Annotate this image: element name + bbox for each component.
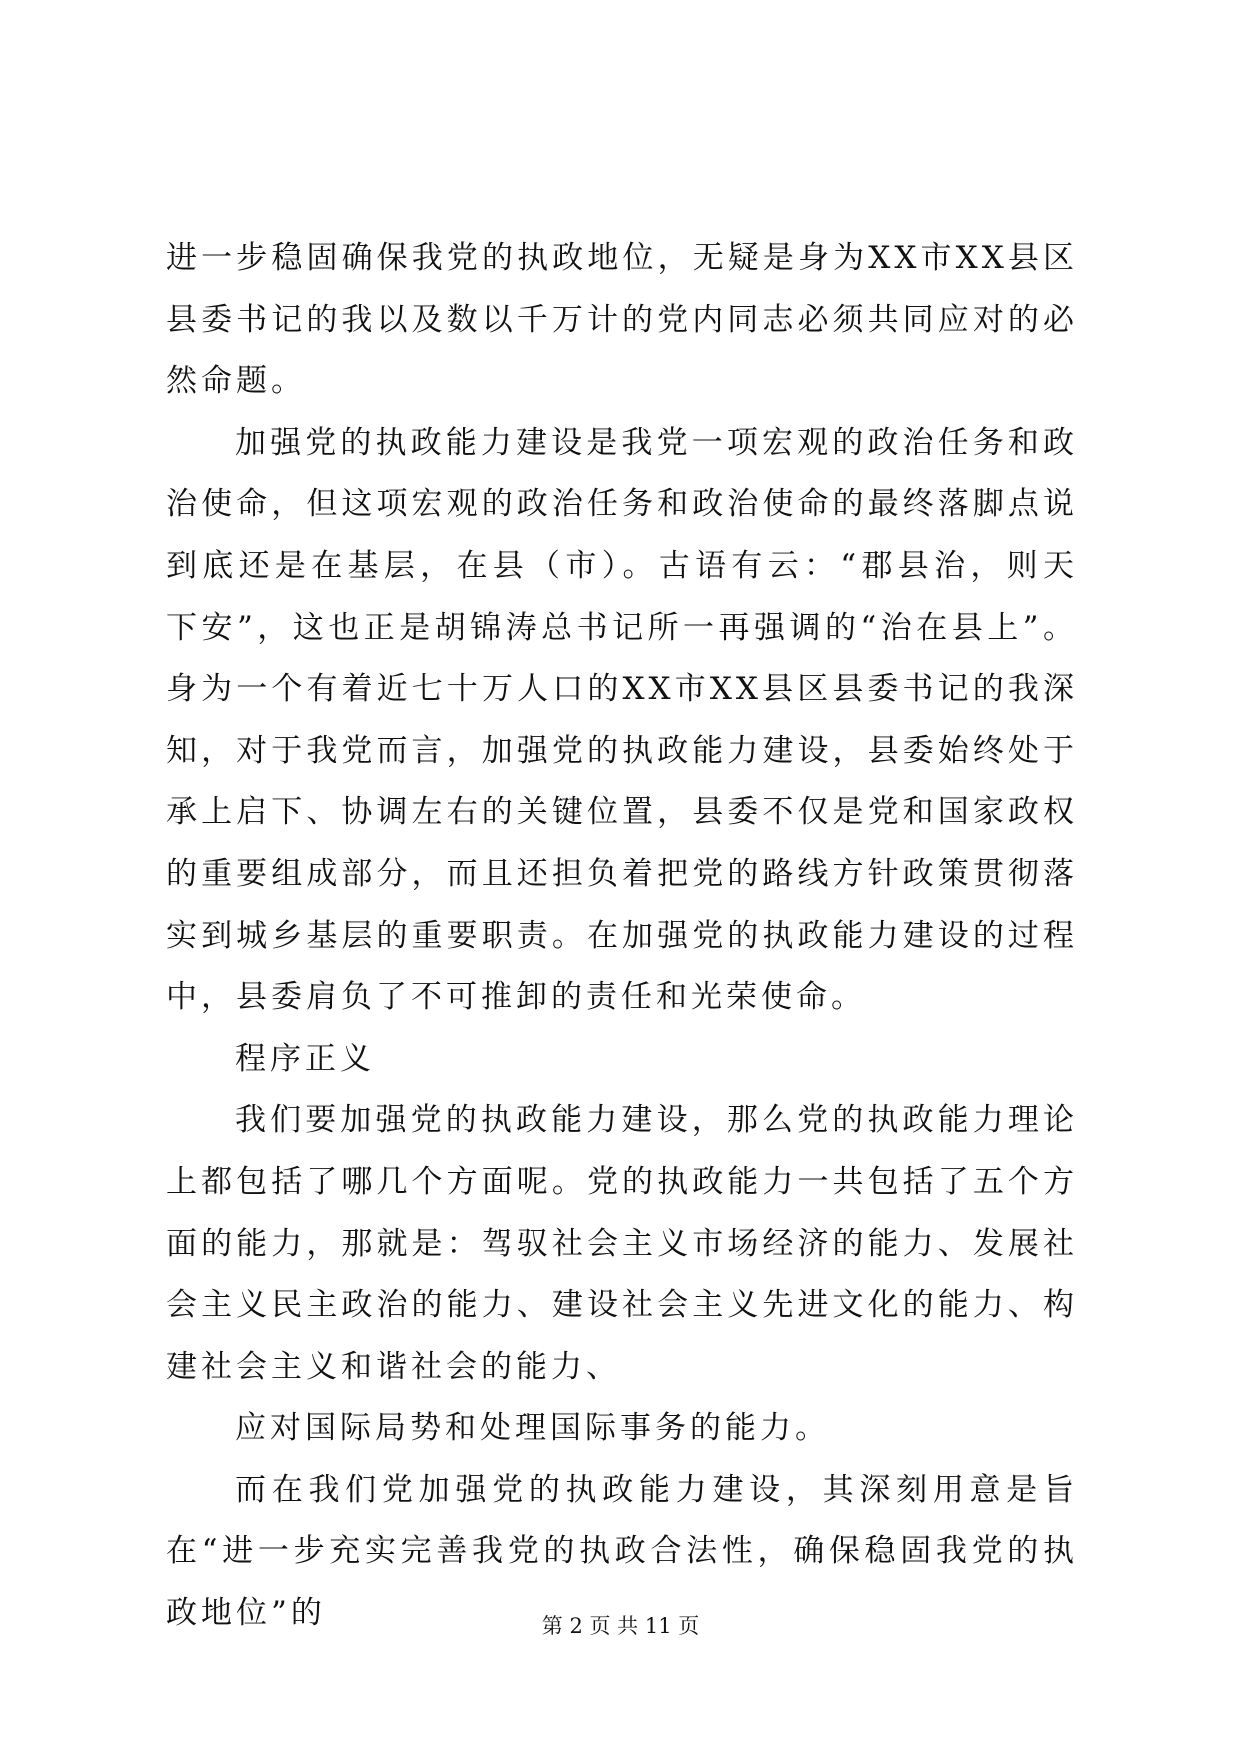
paragraph-2: 加强党的执政能力建设是我党一项宏观的政治任务和政治使命，但这项宏观的政治任务和政治使命的最终落脚点说到底还是在基层，在县（市）。古语有云：“郡县治，则天下安”，这也正是胡锦涛总书记所一再强调的“治在县上”。身为一个有着近七十万人口的XX市XX县区县委书记的我深知，对于我党而言，加强党的执政能力建设，县委始终处于承上启下、协调左右的关键位置，县委不仅是党和国家政权的重要组成部分，而且还担负着把党的路线方针政策贯彻落实到城乡基层的重要职责。在加强党的执政能力建设的过程中，县委肩负了不可推卸的责任和光荣使命。: [166, 424, 1078, 1016]
section-heading: 程序正义: [235, 1040, 375, 1077]
paragraph-5: 而在我们党加强党的执政能力建设，其深刻用意是旨在“进一步充实完善我党的执政合法性，确保稳固我党的执政地位”的: [166, 1471, 1078, 1632]
document-body: [166, 228, 1078, 1645]
paragraph-4: 应对国际局势和处理国际事务的能力。: [235, 1410, 830, 1447]
page-number-footer: 第 2 页 共 11 页: [541, 1614, 700, 1638]
paragraph-1: 进一步稳固确保我党的执政地位，无疑是身为XX市XX县区县委书记的我以及数以千万计的党内同志必须共同应对的必然命题。: [166, 240, 1078, 400]
paragraph-3: 我们要加强党的执政能力建设，那么党的执政能力理论上都包括了哪几个方面呢。党的执政能力一共包括了五个方面的能力，那就是：驾驭社会主义市场经济的能力、发展社会主义民主政治的能力、建设社会主义先进文化的能力、构建社会主义和谐社会的能力、: [166, 1102, 1078, 1385]
